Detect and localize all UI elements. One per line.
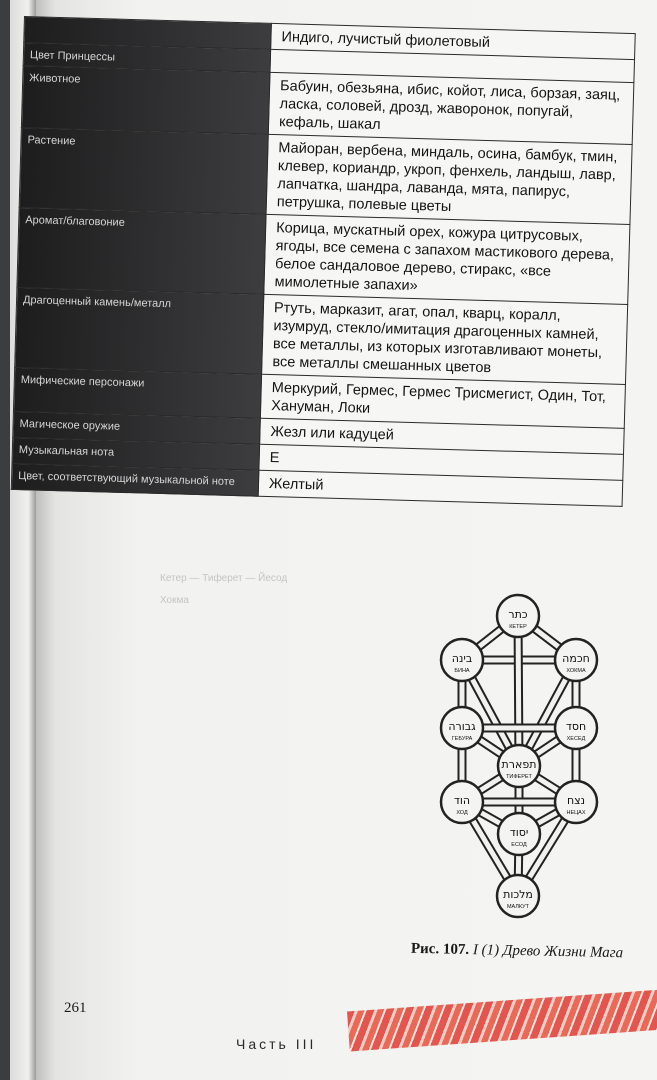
row-label: Цвет, соответствующий музыкальной ноте — [11, 463, 259, 496]
sephira-name: ТИФЕРЕТ — [506, 774, 532, 780]
sephira-node — [497, 875, 539, 917]
correspondence-table — [11, 16, 636, 507]
sephira-hebrew: גבורה — [448, 720, 476, 733]
sephira-name: БИНА — [454, 668, 470, 674]
sephira-hebrew: הוד — [453, 794, 471, 807]
path-channel-fill — [518, 616, 519, 766]
sephira-node — [498, 813, 540, 855]
sephira-hebrew: נצח — [566, 794, 586, 807]
row-value: Корица, мускатный орех, кожура цитрусовых, ягоды, все семена с запахом мастикового дерева, белое сандаловое дерево, стиракс, «все мимолетные запахи» — [264, 214, 630, 304]
decorative-ornament — [347, 989, 657, 1052]
sephira-hebrew: תפארת — [501, 758, 537, 771]
row-value: Меркурий, Гермес, Гермес Трисмегист, Один, Тот, Хануман, Локи — [260, 374, 625, 428]
sephira-hebrew: חכמה — [562, 652, 590, 665]
row-label: Аромат/благовоние — [17, 207, 266, 294]
sephira-name: НЕЦАХ — [566, 810, 586, 816]
sephira-hebrew: בינה — [451, 652, 473, 665]
sephira-name: ХОД — [456, 810, 468, 816]
row-label: Растение — [19, 127, 268, 214]
row-label: Музыкальная нота — [12, 437, 260, 470]
book-page — [10, 0, 657, 1080]
row-label: Драгоценный камень/металл — [15, 287, 264, 374]
ghost-line: Кетер — Тиферет — Йесод — [160, 573, 288, 584]
row-value: Желтый — [258, 470, 623, 506]
sephira-node — [555, 781, 597, 823]
sephira-name: ХОКМА — [566, 668, 586, 674]
sephira-node — [441, 639, 483, 681]
row-value: Бабуин, обезьяна, ибис, койот, лиса, борзая, заяц, ласка, соловей, дрозд, жаворонок, попугай, кефаль, шакал — [268, 72, 634, 144]
table-body — [11, 17, 635, 507]
figure-caption — [402, 940, 632, 963]
sephira-name: ЕСОД — [511, 842, 527, 848]
sephira-hebrew: כתר — [508, 608, 528, 621]
sephira-node — [555, 639, 597, 681]
sephira-name: ХЕСЕД — [566, 736, 586, 742]
sephira-hebrew: מלכות — [503, 888, 533, 901]
part-label: Часть III — [236, 1036, 317, 1052]
row-value: E — [259, 444, 624, 480]
page-number: 261 — [64, 1000, 87, 1016]
row-label: Мифические персонажи — [13, 367, 261, 418]
sephira-name: МАЛКУТ — [506, 904, 530, 910]
caption-text: I (1) Древо Жизни Мага — [472, 942, 624, 962]
sephira-node — [497, 595, 539, 637]
sephira-node — [441, 781, 483, 823]
tree-of-life-diagram — [432, 586, 604, 926]
caption-number: Рис. 107. — [410, 940, 470, 958]
row-label: Животное — [21, 65, 270, 134]
sephira-name: КЕТЕР — [509, 624, 527, 630]
tree-of-life-figure — [432, 586, 604, 926]
sephira-name: ГЕБУРА — [451, 736, 473, 742]
row-value: Ртуть, марказит, агат, опал, кварц, коралл, изумруд, стекло/имитация драгоценных камней, все металлы, из которых изготавливают монеты, все металлы смешанных цветов — [262, 294, 628, 384]
ghost-line: Хокма — [160, 595, 189, 606]
sephira-node — [555, 707, 597, 749]
row-label: Магическое оружие — [13, 411, 261, 444]
sephira-hebrew: חסד — [565, 720, 587, 733]
row-label: Цвет Принцессы — [23, 43, 271, 73]
show-through-text — [160, 568, 350, 630]
row-value: Майоран, вербена, миндаль, осина, бамбук, тмин, клевер, кориандр, укроп, фенхель, ландыш, лавр, лапчатка, шандра, лаванда, мята, папирус, петрушка, полевые цветы — [266, 134, 632, 224]
sephira-hebrew: יסוד — [509, 826, 529, 839]
row-value: Жезл или кадуцей — [260, 418, 625, 454]
sephira-node — [441, 707, 483, 749]
row-value: Индиго, лучистый фиолетовый — [271, 23, 636, 59]
sephira-node — [498, 745, 540, 787]
